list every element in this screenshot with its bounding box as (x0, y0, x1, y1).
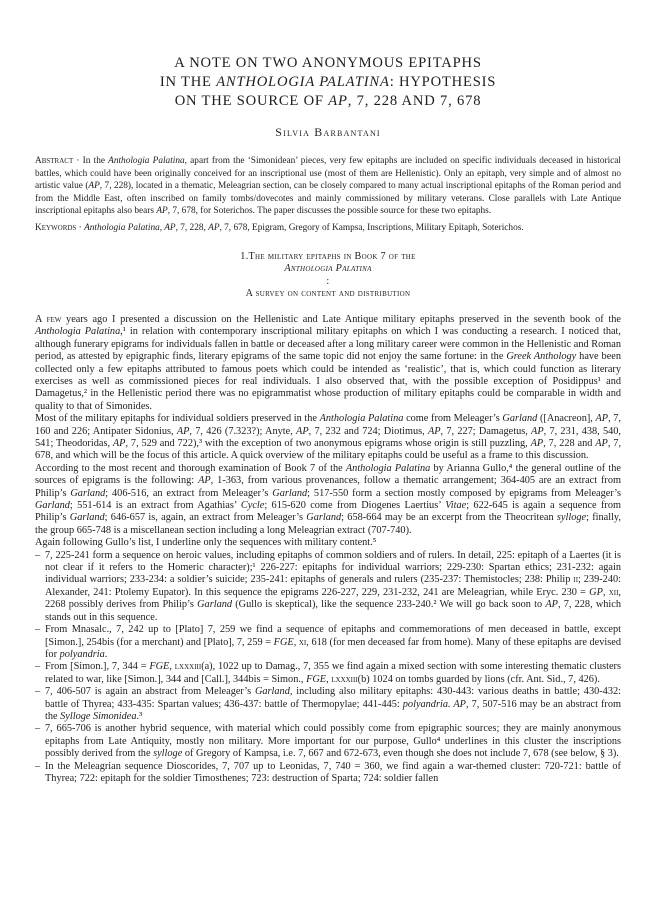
body-text: According to the most recent and thorough examination of Book 7 of the (35, 462, 346, 474)
body-text: , 7, 678, and which will be the focus of this article. A quick overview of the military epitaphs could be useful as a frame to this discussion. (35, 438, 622, 462)
keywords-text: · (76, 222, 85, 233)
body-text: years ago I presented a discussion on the Hellenistic and Late Antique military epitaphs preserved in the seventh book of the (61, 313, 621, 325)
body-italic: AP (545, 599, 558, 611)
body-italic: AP (296, 425, 309, 437)
body-text: . (104, 648, 108, 660)
title-italic: AP (328, 93, 348, 109)
keywords-italic: Anthologia Palatina, AP (84, 222, 176, 233)
body-text: ; 239-240: Alexander, 241: Ptolemy Eupator). In this sequence the epigrams 226-227, 229, 231-232, 241 are Meleagrian, while Eryc. 230 = (45, 574, 621, 598)
body-italic: Sylloge Simonidea (60, 710, 137, 722)
body-italic: FGE (273, 636, 294, 648)
body-italic: Cycle (240, 500, 265, 512)
body-text: , (293, 636, 299, 648)
body-paragraph (35, 413, 621, 463)
body-text: ; finally, the group 665-748 is a miscellanean section including a long Meleagrian extract (707-740). (35, 512, 621, 536)
body-text: of Gregory of Kampsa, i.e. 7, 667 and 672-673, even though she does not include 7, 678 (see below, § 3). (182, 748, 619, 760)
body-text: , 7, 507-516 may be an abstract from the (45, 698, 621, 722)
roman-numeral: lxxxiii (331, 673, 358, 685)
body-text: ; 646-657 is, again, an extract from Meleager’s (104, 512, 307, 524)
title-text: IN THE (159, 74, 217, 90)
body-italic: Anthologia Palatina (319, 413, 404, 425)
body-italic: Garland (197, 599, 233, 611)
list-item (35, 686, 621, 723)
body-italic: AP (531, 425, 544, 437)
article-title (35, 0, 621, 111)
section-heading-line-1 (35, 251, 621, 289)
keywords-label: Keywords (35, 222, 77, 233)
body-text: From Mnasalc., 7, 242 up to [Plato] 7, 259 we find a sequence of epitaphs and commemorations of men deceased in battle, except [Simon.], 254bis (for a merchant) and [Plato], 7, 259 = (45, 624, 621, 648)
body-text: , 7, 228, which stands out in this sequence. (45, 599, 622, 623)
body-text: 7, 406-507 is again an abstract from Meleager’s (45, 686, 255, 698)
body-italic: GP (589, 586, 603, 598)
body-paragraph (35, 463, 621, 537)
abstract (35, 155, 621, 218)
body-italic: Garland (306, 512, 342, 524)
keywords-text: , 7, 228, (175, 222, 209, 233)
body-paragraph: Again following Gullo’s list, I underline only the sequences with military content.⁵ (35, 537, 377, 549)
list-item (35, 550, 621, 624)
body-text: , (169, 661, 175, 673)
body-italic: Garland (70, 487, 106, 499)
roman-numeral: ii (573, 574, 579, 586)
body-text: (a), 1022 up to Damag., 7, 355 we find again a mixed section with some interesting thematic clusters related to war, like [Simon.], 344 and [Call.], 344bis = Simon., (45, 661, 621, 685)
abstract-text: , 7, 678, for Soterichos. The paper discusses the possible source for these two epitaphs. (167, 206, 492, 217)
title-text: ON THE SOURCE OF (174, 93, 329, 109)
list-item (35, 624, 621, 661)
title-text: , 7, 228 AND 7, 678 (347, 93, 482, 109)
section-heading-line-2: A survey on content and distribution (245, 288, 411, 300)
abstract-italic: AP (88, 181, 100, 192)
body-text: , 7, 426 (7.323?); Anyte, (189, 425, 297, 437)
keywords-italic: AP (208, 222, 220, 233)
roman-numeral: lxxxiii (174, 661, 202, 673)
body-italic: sylloge (153, 748, 183, 760)
body-italic: Garland (69, 512, 105, 524)
body-text: In the Meleagrian sequence Dioscorides, 7, 707 up to Leonidas, 7, 740 = 360, we find again a war-themed cluster: 720-721: battle of Thyrea; 722: epitaph for the soldier Timosthenes; 723: destruction of Sparta; 724: soldier fallen (45, 760, 621, 784)
body-italic: Garland (35, 500, 70, 512)
body-text: ; 658-664 may be an excerpt from the Theocritean (341, 512, 557, 524)
title-text: : HYPOTHESIS (389, 74, 497, 90)
title-italic: ANTHOLOGIA PALATINA (216, 74, 390, 90)
abstract-text: , apart from the ‘Simonidean’ pieces, very few epitaphs are included on specific individuals deceased in historical battles, which could have been originally conceived for an inscriptional use (most of them are Hellenistic). Only an epitaph, very simple and of almost no artistic value ( (35, 156, 622, 192)
body-text: , 7, 227; Damagetus, (440, 425, 532, 437)
body-text: have been collected only a few epitaphs attributed to famous poets which could be intended as ‘realistic’, that is, which could function as literary exercises as well as commissioned pieces for real individuals. I also observed that, with the possible exception of Posidippus¹ and Damagetus,² in the Hellenistic period there was no epigrammatist whose production of military epitaphs could be comparable in width and quality to that of Simonides. (35, 351, 621, 412)
body-paragraph (35, 314, 621, 413)
body-text: ; 622-645 is again a sequence from Philip’s (35, 500, 621, 524)
roman-numeral: xii (608, 586, 619, 598)
abstract-italic: Anthologia Palatina (108, 156, 185, 166)
body-italic: AP (198, 475, 211, 487)
body-italic: Anthologia Palatina (35, 326, 121, 338)
body-italic: Garland (272, 487, 308, 499)
author-name: Silvia Barbantani (275, 125, 381, 139)
body-italic: Garland (502, 413, 538, 425)
body-text: 7, 665-706 is another hybrid sequence, with material which could possibly come from epigraphic sources; they are mainly anonymous epitaphs from Late Antiquity, mostly non military. More important for our purpose, Gullo⁴ underlines in this cluster the inscriptions possibly derived from the (45, 723, 621, 760)
body-italic: AP (427, 425, 441, 437)
abstract-text: , 7, 228), located in a thematic, Meleagrian section, can be closely compared to many actual inscriptional epitaphs of the Roman period and from the Middle East, often inscribed on family tombs/dovecotes and mainly commissioned by military veterans. Close parallels with Late Antique inscriptional epitaphs also bears (35, 181, 621, 217)
body-text: (Gullo is skeptical), like the sequence 233-240.² We will go back soon to (232, 599, 546, 611)
body-italic: polyandria. AP (402, 698, 466, 710)
body-text: (b) 1024 on tombs guarded by lions (cfr. Ant. Sid., 7, 426). (357, 673, 600, 685)
body-italic: Vitae (445, 500, 467, 512)
body-italic: Anthologia Palatina (345, 462, 431, 474)
abstract-italic: AP (156, 206, 168, 217)
title-line-1: A NOTE ON TWO ANONYMOUS EPITAPHS (174, 55, 482, 71)
section-text: 1.The military epitaphs in Book 7 of the (240, 250, 416, 262)
body-text: , 7, 231, 438, 540, 541; Theodoridas, (35, 425, 621, 449)
body-text: Most of the military epitaphs for individual soldiers preserved in the (35, 413, 320, 425)
body-text: , 618 (for men deceased far from home). Many of these epitaphs are devised for (45, 636, 621, 660)
paragraph-lead: A few (35, 313, 62, 325)
body-text: ([Anacreon], (537, 413, 596, 425)
body-text: , 2268 possibly derives from Philip’s (45, 586, 621, 611)
body-text: , 7, 232 and 724; Diotimus, (308, 425, 428, 437)
article-body (35, 314, 621, 785)
list-item (35, 761, 621, 786)
abstract-label: Abstract (35, 156, 74, 166)
body-italic: AP (530, 438, 544, 449)
body-text: ,¹ in relation with contemporary inscriptional military epitaphs on which I was conducting a research. I noticed that, although funerary epigrams for individuals fallen in battle or deceased after a long military career were common in the Hellenistic and Roman period, as attested by epigraphic finds, literary epigrams of the same topic did not enjoy the same fortune: in the (35, 326, 621, 363)
abstract-text: · In the (73, 156, 109, 166)
body-text: come from Meleager’s (403, 413, 503, 425)
body-text: , 7, 160 and 226; Antipater Sidonius, (35, 413, 622, 437)
section-text: : (326, 275, 330, 287)
title-line-2 (35, 73, 621, 92)
roman-numeral: xi (298, 636, 307, 648)
body-italic: polyandria (59, 648, 105, 660)
body-italic: Garland (254, 686, 290, 698)
body-text: .³ (136, 710, 143, 722)
list-item (35, 661, 621, 686)
body-italic: FGE (306, 673, 327, 685)
body-text: by Arianna Gullo,⁴ the general outline of the sources of epigrams is the following: (35, 462, 621, 487)
body-italic: FGE (149, 661, 170, 673)
body-text: From [Simon.], 7, 344 = (45, 661, 150, 673)
body-italic: sylloge (556, 512, 587, 524)
keywords (35, 222, 621, 235)
body-text: , including also military epitaphs: 430-443: various deaths in battle; 430-432: battle of Thyrea; 433-435: Spartan values; 436-437: battle of Thermopylae; 441-445: (45, 686, 621, 710)
body-text: , (602, 586, 609, 598)
keywords-text: , 7, 678, Epigram, Gregory of Kampsa, Inscriptions, Military Epitaph, Soterichos. (219, 222, 524, 233)
body-italic: AP (595, 413, 609, 425)
body-text: , 7, 529 and 722),³ with the exception of two anonymous epigrams whose origin is still puzzling, (125, 438, 531, 449)
body-text: ; 406-516, an extract from Meleager’s (105, 487, 273, 499)
section-heading (35, 251, 621, 301)
body-italic: AP (176, 425, 190, 437)
section-italic: Anthologia Palatina (284, 263, 372, 275)
body-text: ; 551-614 is an extract from Agathias’ (69, 500, 241, 512)
body-italic: Greek Anthology (506, 351, 577, 363)
body-text: ; 517-550 form a section mostly composed by epigrams from Meleager’s (307, 487, 621, 499)
body-text: , 7, 228 and (543, 438, 596, 449)
sequence-list (35, 550, 621, 786)
body-text: , (326, 673, 332, 685)
body-text: , 1-363, from various provenances, follow a thematic arrangement; 364-405 are an extract from Philip’s (35, 475, 622, 499)
body-italic: AP (595, 438, 608, 449)
body-italic: AP (112, 438, 126, 449)
body-text: ; 615-620 come from Diogenes Laertius’ (264, 500, 446, 512)
list-item (35, 723, 621, 760)
title-line-3 (35, 92, 621, 111)
body-text: 7, 225-241 form a sequence on heroic values, including epitaphs of common soldiers and of rulers. In detail, 225: epitaph of a Laertes (it is not clear if it refers to the Homeric character);¹ 226-227: epitaphs for individual warriors; 229-230: Spartan ethics; 231-232: again individual warriors; 233-234: a soldier’s suicide; 235-241: epitaphs of generals and rulers (235-237: Themistocles; 238: Philip (45, 549, 621, 586)
